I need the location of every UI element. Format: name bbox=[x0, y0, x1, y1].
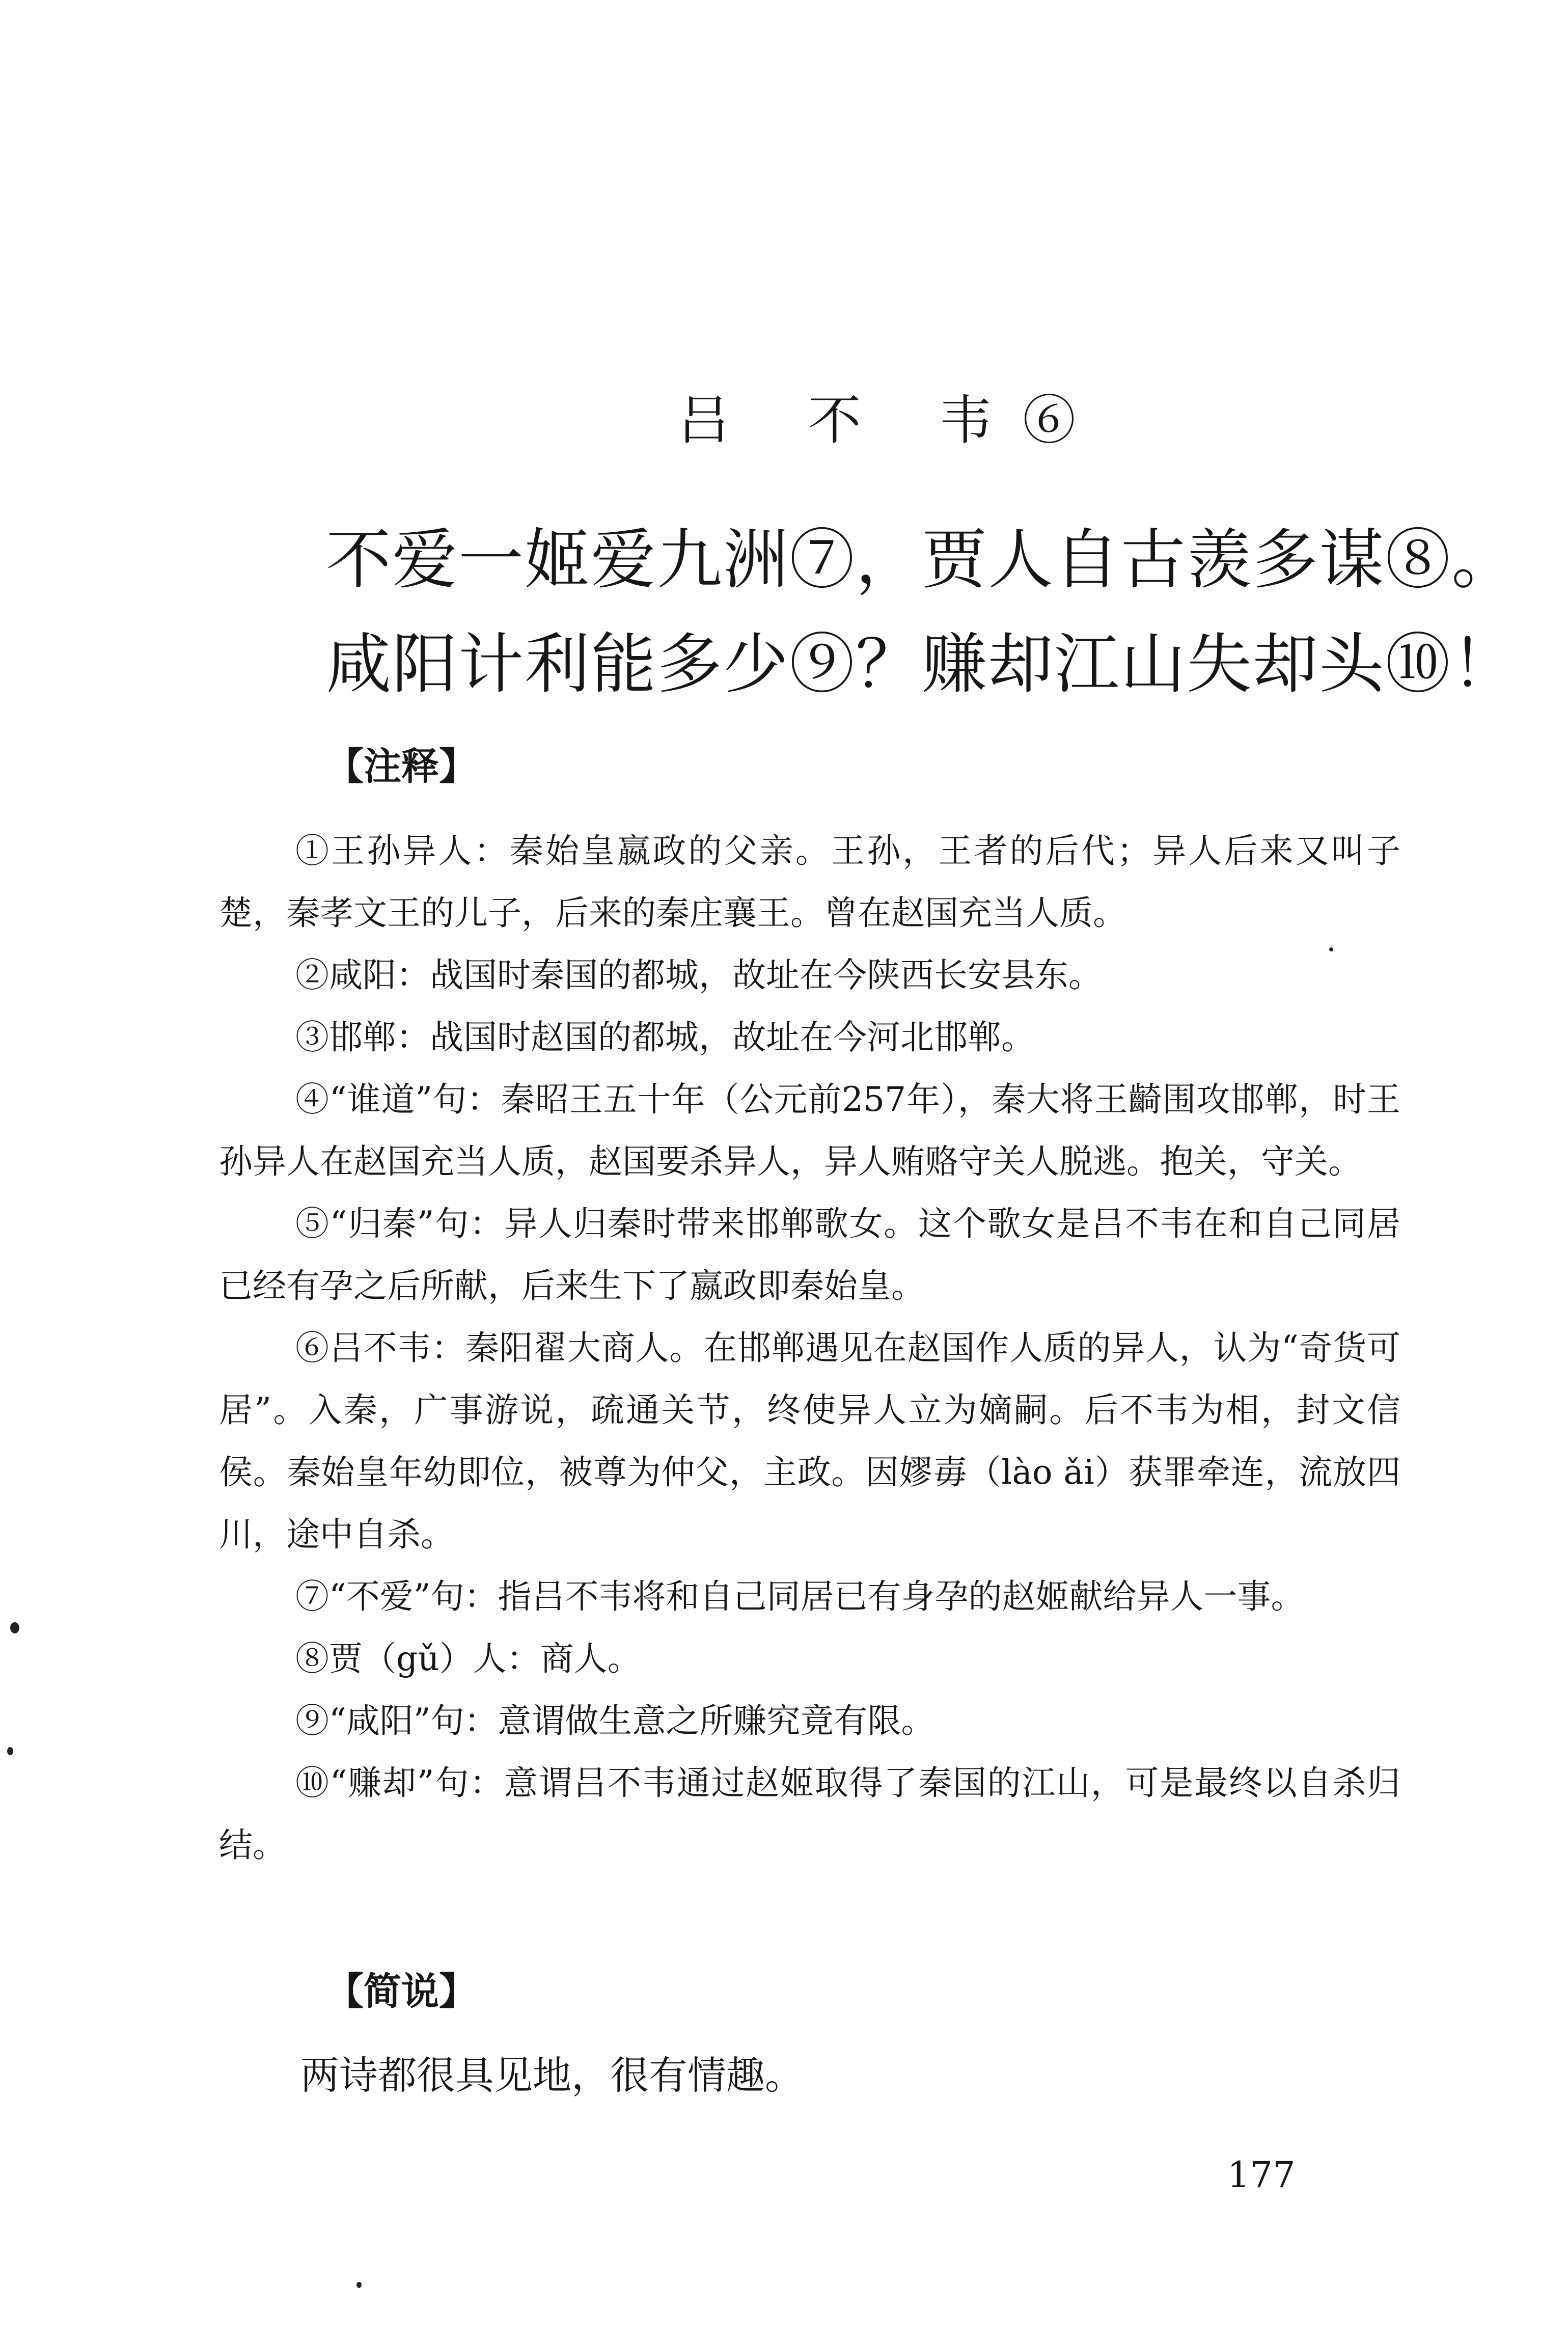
note-10: ⑩“赚却”句：意谓吕不韦通过赵姬取得了秦国的江山，可是最终以自杀归结。 bbox=[219, 1763, 1400, 1865]
page-number: 177 bbox=[1227, 2154, 1296, 2196]
poem-title: 吕 不 韦⑥ bbox=[677, 389, 1107, 451]
commentary-heading: 【简说】 bbox=[326, 1970, 477, 2013]
annotation-heading: 【注释】 bbox=[326, 745, 477, 788]
commentary-text: 两诗都很具见地，很有情趣。 bbox=[300, 2053, 804, 2098]
note-4: ④“谁道”句：秦昭王五十年（公元前257年），秦大将王齮围攻邯郸，时王孙异人在赵国充当人质，赵国要杀异人，异人贿赂守关人脱逃。抱关，守关。 bbox=[219, 1080, 1400, 1181]
annotation-notes bbox=[219, 820, 1400, 1876]
scan-speck bbox=[7, 1747, 13, 1755]
note-6: ⑥吕不韦：秦阳翟大商人。在邯郸遇见在赵国作人质的异人，认为“奇货可居”。入秦，广事游说，疏通关节，终使异人立为嫡嗣。后不韦为相，封文信侯。秦始皇年幼即位，被尊为仲父，主政。因嫪毐（lào ǎi）获罪牵连，流放四川，途中自杀。 bbox=[219, 1328, 1400, 1554]
scan-speck bbox=[10, 1622, 19, 1633]
note-5: ⑤“归秦”句：异人归秦时带来邯郸歌女。这个歌女是吕不韦在和自己同居已经有孕之后所献，后来生下了嬴政即秦始皇。 bbox=[219, 1204, 1400, 1305]
note-7: ⑦“不爱”句：指吕不韦将和自己同居已有身孕的赵姬献给异人一事。 bbox=[295, 1577, 1305, 1616]
note-9: ⑨“咸阳”句：意谓做生意之所赚究竟有限。 bbox=[295, 1701, 935, 1740]
note-3: ③邯郸：战国时赵国的都城，故址在今河北邯郸。 bbox=[295, 1018, 1035, 1057]
scan-speck bbox=[356, 2282, 362, 2288]
note-8: ⑧贾（gǔ）人：商人。 bbox=[295, 1639, 641, 1678]
note-2: ②咸阳：战国时秦国的都城，故址在今陕西长安县东。 bbox=[295, 956, 1102, 995]
note-1: ①王孙异人：秦始皇嬴政的父亲。王孙，王者的后代；异人后来又叫子楚，秦孝文王的儿子，后来的秦庄襄王。曾在赵国充当人质。 bbox=[219, 831, 1400, 933]
poem-line-1: 不爱一姬爱九洲⑦，贾人自古羡多谋⑧。 bbox=[326, 522, 1518, 598]
scan-speck bbox=[1329, 947, 1333, 951]
poem-line-2: 咸阳计利能多少⑨？赚却江山失却头⑩！ bbox=[326, 626, 1518, 702]
